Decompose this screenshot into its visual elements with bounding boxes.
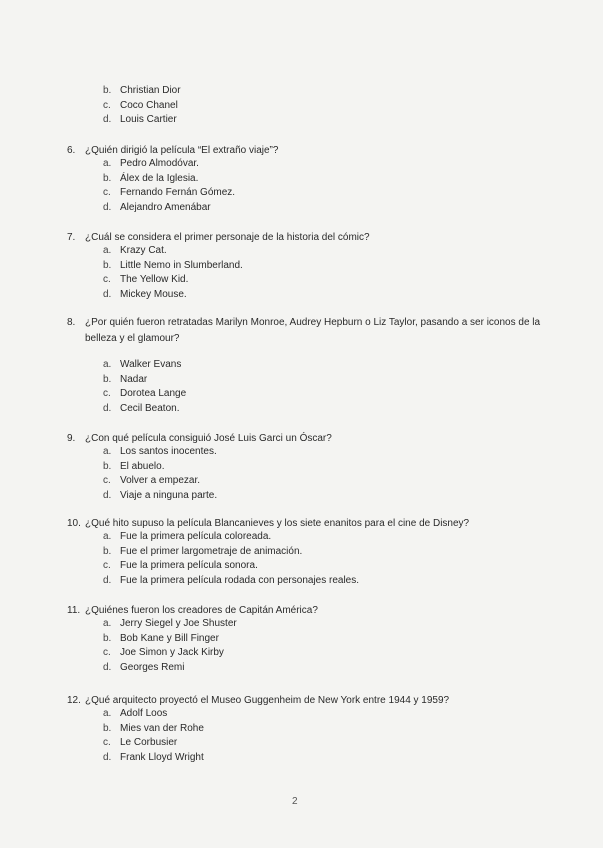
option — [103, 751, 204, 766]
option-letter: d. — [103, 574, 112, 586]
option-letter: d. — [103, 114, 112, 126]
question-6-options — [103, 157, 235, 215]
option — [103, 489, 217, 504]
question-text: ¿Quién dirigió la película “El extraño viaje”? — [85, 145, 279, 156]
question-number: 12. — [67, 695, 81, 706]
option-text: Adolf Loos — [120, 708, 168, 719]
option-letter: d. — [103, 489, 112, 501]
option-letter: a. — [103, 446, 112, 457]
question-text: ¿Qué arquitecto proyectó el Museo Guggenheim de New York entre 1944 y 1959? — [85, 695, 450, 706]
option — [103, 722, 204, 737]
option-text: Fue el primer largometraje de animación. — [120, 545, 303, 557]
option — [103, 288, 243, 303]
option-text: Christian Dior — [120, 85, 181, 96]
option-letter: a. — [103, 708, 112, 719]
question-text: ¿Con qué película consiguió José Luis Garci un Óscar? — [85, 433, 332, 444]
option-text: Joe Simon y Jack Kirby — [120, 647, 224, 659]
option — [103, 460, 217, 475]
option — [103, 84, 181, 99]
option — [103, 661, 237, 676]
option-text: Krazy Cat. — [120, 245, 167, 256]
question-12-options — [103, 707, 204, 765]
option-letter: c. — [103, 99, 111, 111]
question-8 — [67, 315, 557, 347]
option — [103, 707, 204, 722]
option — [103, 646, 237, 661]
page-number: 2 — [292, 796, 298, 807]
option-text: Fernando Fernán Gómez. — [120, 187, 236, 199]
option — [103, 186, 235, 201]
option — [103, 244, 243, 259]
option-text: The Yellow Kid. — [120, 274, 189, 286]
option — [103, 157, 235, 172]
option-text: Pedro Almodóvar. — [120, 158, 199, 169]
question-text: ¿Por quién fueron retratadas Marilyn Monroe, Audrey Hepburn o Liz Taylor, pasando a ser iconos de la — [85, 317, 541, 328]
option-text: Volver a empezar. — [120, 475, 201, 487]
option-text: Coco Chanel — [120, 99, 178, 111]
option — [103, 172, 235, 187]
option — [103, 402, 186, 417]
option-letter: b. — [103, 85, 112, 96]
option-letter: b. — [103, 460, 112, 472]
question-text: ¿Qué hito supuso la película Blancanieves y los siete enanitos para el cine de Disney? — [85, 518, 470, 529]
option-letter: b. — [103, 172, 112, 184]
option-letter: c. — [103, 647, 111, 659]
question-10-options — [103, 530, 359, 588]
option — [103, 99, 181, 114]
option — [103, 201, 235, 216]
option-text: El abuelo. — [120, 460, 165, 472]
option — [103, 474, 217, 489]
option-text: Álex de la Iglesia. — [120, 172, 199, 184]
option-text: Frank Lloyd Wright — [120, 751, 204, 763]
option — [103, 736, 204, 751]
option-letter: c. — [103, 388, 111, 400]
question-text-continued: belleza y el glamour? — [85, 333, 180, 344]
option-text: Dorotea Lange — [120, 388, 187, 400]
option — [103, 574, 359, 589]
option-text: Georges Remi — [120, 661, 185, 673]
option — [103, 373, 186, 388]
option-text: Little Nemo in Slumberland. — [120, 259, 243, 271]
option-text: Alejandro Amenábar — [120, 201, 211, 213]
option-letter: c. — [103, 274, 111, 286]
option — [103, 259, 243, 274]
option — [103, 358, 186, 373]
option — [103, 559, 359, 574]
question-number: 10. — [67, 518, 81, 529]
question-number: 9. — [67, 433, 76, 444]
option-text: Nadar — [120, 373, 148, 385]
option-letter: d. — [103, 288, 112, 300]
option-letter: c. — [103, 737, 111, 749]
option-text: Fue la primera película rodada con personajes reales. — [120, 574, 360, 586]
option-letter: a. — [103, 245, 112, 256]
option-letter: c. — [103, 475, 111, 487]
option — [103, 387, 186, 402]
option-letter: c. — [103, 560, 111, 572]
option — [103, 632, 237, 647]
option-letter: a. — [103, 618, 112, 629]
question-9-options — [103, 445, 217, 503]
question-number: 7. — [67, 232, 76, 243]
option-letter: a. — [103, 158, 112, 169]
option-letter: b. — [103, 259, 112, 271]
option-letter: b. — [103, 373, 112, 385]
option-letter: b. — [103, 632, 112, 644]
option-text: Bob Kane y Bill Finger — [120, 632, 219, 644]
option — [103, 113, 181, 128]
top-options — [103, 84, 181, 128]
option-letter: d. — [103, 751, 112, 763]
option-text: Mickey Mouse. — [120, 288, 187, 300]
option-text: Walker Evans — [120, 359, 182, 370]
option-text: Los santos inocentes. — [120, 446, 217, 457]
question-7-options — [103, 244, 243, 302]
option — [103, 445, 217, 460]
question-8-options — [103, 358, 186, 416]
option — [103, 530, 359, 545]
option-text: Jerry Siegel y Joe Shuster — [120, 618, 237, 629]
option-text: Fue la primera película coloreada. — [120, 531, 272, 542]
option — [103, 273, 243, 288]
question-number: 11. — [67, 605, 81, 616]
question-number: 8. — [67, 317, 76, 328]
question-text: ¿Quiénes fueron los creadores de Capitán América? — [85, 605, 318, 616]
option-letter: b. — [103, 722, 112, 734]
option-letter: b. — [103, 545, 112, 557]
option-text: Fue la primera película sonora. — [120, 560, 258, 572]
option-letter: a. — [103, 531, 112, 542]
option-letter: d. — [103, 402, 112, 414]
option-text: Le Corbusier — [120, 737, 178, 749]
option-letter: d. — [103, 661, 112, 673]
question-11-options — [103, 617, 237, 675]
option — [103, 617, 237, 632]
option — [103, 545, 359, 560]
option-text: Louis Cartier — [120, 114, 177, 126]
option-letter: a. — [103, 359, 112, 370]
option-text: Cecil Beaton. — [120, 402, 180, 414]
option-text: Mies van der Rohe — [120, 722, 204, 734]
question-number: 6. — [67, 145, 76, 156]
option-letter: c. — [103, 187, 111, 199]
option-letter: d. — [103, 201, 112, 213]
option-text: Viaje a ninguna parte. — [120, 489, 218, 501]
question-text: ¿Cuál se considera el primer personaje de la historia del cómic? — [85, 232, 370, 243]
